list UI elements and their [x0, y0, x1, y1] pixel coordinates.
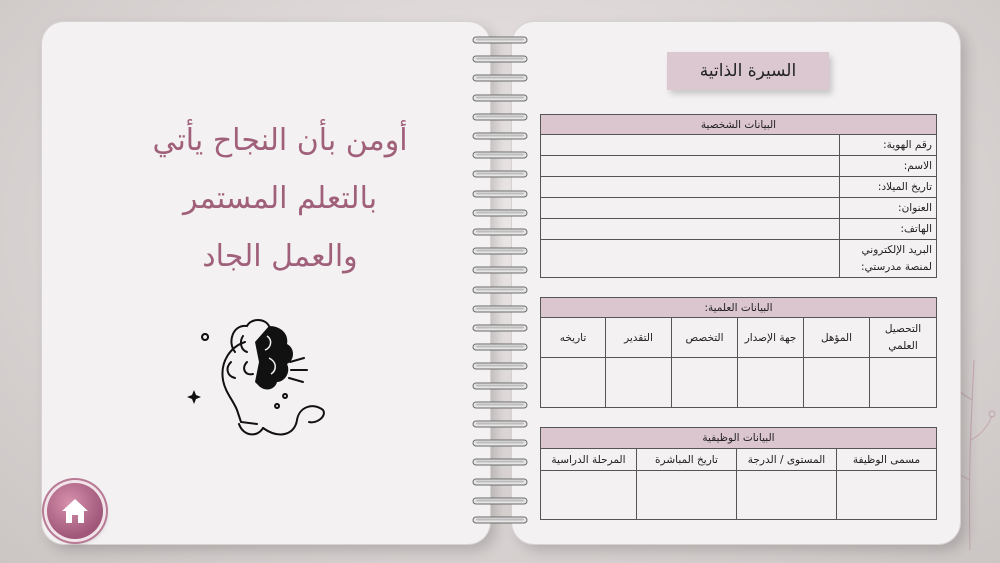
- academic-cell[interactable]: [541, 358, 606, 408]
- home-button[interactable]: [47, 483, 103, 539]
- address-label: العنوان:: [840, 198, 937, 219]
- quote-line-1: أومن بأن النجاح يأتي: [152, 123, 408, 158]
- academic-col-achievement: [870, 318, 937, 358]
- academic-col-issuer: جهة الإصدار: [738, 318, 804, 358]
- email-label: [840, 240, 937, 278]
- academic-col-date: تاريخه: [541, 318, 606, 358]
- spiral-ring: [472, 458, 528, 466]
- id-number-field[interactable]: [541, 135, 840, 156]
- birth-date-field[interactable]: [541, 177, 840, 198]
- academic-col-achievement-line2: العلمي: [888, 339, 918, 352]
- job-cell[interactable]: [541, 471, 637, 520]
- academic-cell[interactable]: [672, 358, 738, 408]
- job-cell[interactable]: [837, 471, 937, 520]
- id-number-label: رقم الهوية:: [840, 135, 937, 156]
- spiral-ring: [472, 362, 528, 370]
- academic-info-table: [540, 297, 937, 408]
- motivational-quote: [150, 112, 410, 286]
- job-col-title: مسمى الوظيفة: [837, 449, 937, 471]
- email-label-line2: لمنصة مدرستي:: [861, 260, 932, 273]
- spiral-ring: [472, 401, 528, 409]
- spiral-ring: [472, 228, 528, 236]
- spiral-binding: [472, 36, 528, 536]
- spiral-ring: [472, 343, 528, 351]
- phone-label: الهاتف:: [840, 219, 937, 240]
- brain-lightbulb-icon: [185, 312, 335, 447]
- academic-col-specialization: التخصص: [672, 318, 738, 358]
- spiral-ring: [472, 94, 528, 102]
- home-icon: [60, 497, 90, 525]
- spiral-ring: [472, 266, 528, 274]
- phone-field[interactable]: [541, 219, 840, 240]
- job-cell[interactable]: [737, 471, 837, 520]
- spiral-ring: [472, 286, 528, 294]
- job-col-stage: المرحلة الدراسية: [541, 449, 637, 471]
- job-col-start-date: تاريخ المباشرة: [637, 449, 737, 471]
- academic-col-achievement-line1: التحصيل: [884, 322, 922, 335]
- spiral-ring: [472, 209, 528, 217]
- spiral-ring: [472, 247, 528, 255]
- spiral-ring: [472, 55, 528, 63]
- academic-cell[interactable]: [606, 358, 672, 408]
- page-title: السيرة الذاتية: [667, 52, 829, 90]
- spiral-ring: [472, 36, 528, 44]
- name-field[interactable]: [541, 156, 840, 177]
- academic-cell[interactable]: [738, 358, 804, 408]
- academic-info-header: البيانات العلمية:: [541, 298, 937, 318]
- spiral-ring: [472, 132, 528, 140]
- quote-line-2: بالتعلم المستمر: [182, 181, 378, 216]
- academic-cell[interactable]: [804, 358, 870, 408]
- spiral-ring: [472, 113, 528, 121]
- name-label: الاسم:: [840, 156, 937, 177]
- birth-date-label: تاريخ الميلاد:: [840, 177, 937, 198]
- quote-line-3: والعمل الجاد: [202, 239, 358, 274]
- academic-col-grade: التقدير: [606, 318, 672, 358]
- email-field[interactable]: [541, 240, 840, 278]
- spiral-ring: [472, 420, 528, 428]
- spiral-ring: [472, 478, 528, 486]
- personal-info-header: البيانات الشخصية: [541, 115, 937, 135]
- spiral-ring: [472, 74, 528, 82]
- spiral-ring: [472, 439, 528, 447]
- spiral-ring: [472, 497, 528, 505]
- spiral-ring: [472, 190, 528, 198]
- spiral-ring: [472, 305, 528, 313]
- job-info-table: [540, 427, 937, 520]
- spiral-ring: [472, 170, 528, 178]
- spiral-ring: [472, 151, 528, 159]
- personal-info-table: [540, 114, 937, 278]
- job-col-level: المستوى / الدرجة: [737, 449, 837, 471]
- spiral-ring: [472, 516, 528, 524]
- academic-cell[interactable]: [870, 358, 937, 408]
- academic-col-qualification: المؤهل: [804, 318, 870, 358]
- address-field[interactable]: [541, 198, 840, 219]
- spiral-ring: [472, 324, 528, 332]
- spiral-ring: [472, 382, 528, 390]
- email-label-line1: البريد الإلكتروني: [861, 243, 932, 256]
- job-info-header: البيانات الوظيفية: [541, 428, 937, 449]
- job-cell[interactable]: [637, 471, 737, 520]
